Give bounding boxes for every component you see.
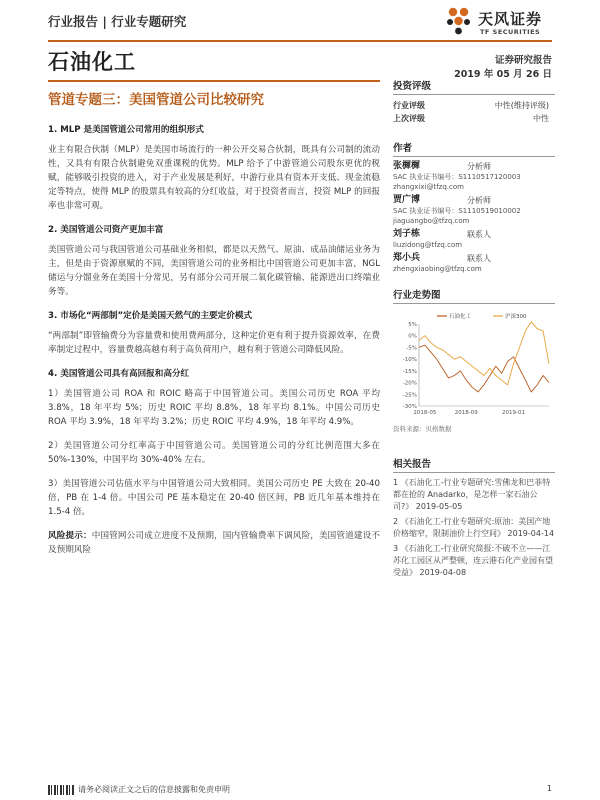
author-role: 分析师 [467, 196, 491, 205]
series-line [419, 345, 549, 392]
related-report-text[interactable]: 3 《石油化工-行业研究简报:不破不立——江苏化工园区从严整顿，连云港石化产业园有望受益》 2019-04-08 [393, 544, 553, 577]
y-tick-label: -25% [402, 392, 417, 399]
title-divider [48, 80, 380, 82]
author-name: 郑小兵 [393, 253, 421, 263]
section-paragraph: 2）美国管道公司分红率高于中国管道公司。美国管道公司的分红比例范围大多在 50%-130%，中国平均 30%-40% 左右。 [48, 441, 380, 465]
divider [393, 303, 555, 304]
authors-title: 作者 [393, 143, 413, 154]
author-role: 联系人 [467, 230, 491, 239]
section-paragraph: 3）美国管道公司估值水平与中国管道公司大致相同。美国公司历史 PE 大致在 20-40 倍，PB 在 1-4 倍。中国公司 PE 基本稳定在 20-40 倍区间，PB 近几年基本维持在 1.5-4 倍。 [48, 479, 380, 517]
rating-title: 投资评级 [393, 81, 432, 92]
author-email[interactable]: zhangxixi@tfzq.com [393, 183, 464, 191]
main-content [48, 123, 380, 567]
series-line [419, 322, 549, 385]
related-report-item[interactable] [393, 543, 555, 579]
section-heading: 4. 美国管道公司具有高回报和高分红 [48, 369, 190, 379]
author-entry [393, 195, 555, 206]
legend-label: 石油化工 [449, 314, 472, 320]
footer [48, 784, 230, 795]
company-logo [444, 2, 554, 44]
y-tick-label: -30% [402, 404, 417, 410]
header-divider [48, 40, 552, 42]
logo-text-en: TF SECURITIES [480, 28, 541, 36]
section-3 [48, 309, 380, 357]
divider [393, 94, 555, 95]
author-email[interactable]: jiaguangbo@tfzq.com [393, 217, 470, 225]
legend-label: 沪深300 [505, 314, 527, 320]
author-cert: SAC 执业证书编号：S1110519010002 [393, 207, 521, 215]
footer-disclaimer: 请务必阅读正文之后的信息披露和免责申明 [78, 785, 230, 794]
rating-key: 上次评级 [393, 114, 425, 123]
sidebar [393, 77, 555, 579]
author-role: 分析师 [467, 162, 491, 171]
section-paragraph: 业主有限合伙制（MLP）是美国市场流行的一种公开交易合伙制，既具有公司制的流动性，又具有有限合伙制避免双重课税的优势。MLP 给予了中游管道公司股东更优的税赋，能够吸引投资的进入，对于产业发展是利好，中游行业具有资本开支低、现金流稳定等特点，使得 MLP 的股票具有较高的分红收益，对于投资者而言，投资 MLP 的回报率也非常可观。 [48, 145, 380, 211]
related-report-text[interactable]: 1 《石油化工-行业专题研究:雪佛龙和巴菲特都在抢的 Anadarko，是怎样一家石油公司?》 2019-05-05 [393, 478, 551, 511]
logo-text-cn: 天风证券 [478, 10, 543, 28]
section-paragraph: “两部制”即管输费分为容量费和使用费两部分，这种定价更有利于提升资源效率，在费率制定过程中，容量费越高越有利于高负荷用户，越有利于管道公司降低风险。 [48, 331, 380, 355]
report-date: 2019 年 05 月 26 日 [454, 69, 552, 80]
section-paragraph: 1）美国管道公司 ROA 和 ROIC 略高于中国管道公司。美国公司历史 ROA 平均 3.8%，18 年平均 5%；历史 ROIC 平均 8.8%，18 年平均 8.1%。中国公司历史 ROA 平均 3.9%，18 年平均 3.2%；历史 ROIC 平均 4.9%，18 年平均 4.9%。 [48, 389, 380, 427]
sector-title: 石油化工 [48, 50, 136, 74]
author-email[interactable]: zhengxiaobing@tfzq.com [393, 265, 482, 273]
tf-logo-icon [444, 4, 474, 40]
section-2 [48, 223, 380, 299]
y-tick-label: -20% [402, 380, 417, 387]
section-heading: 1. MLP 是美国管道公司常用的组织形式 [48, 125, 204, 135]
author-name: 刘子栋 [393, 229, 421, 239]
risk-text: 中国管网公司成立进度不及预期，国内管输费率下调风险，美国管道建设不及预期风险 [48, 531, 380, 555]
page-number: 1 [546, 784, 552, 793]
risk-label: 风险提示： [48, 531, 92, 541]
divider [393, 472, 555, 473]
author-list [393, 161, 555, 274]
trend-chart [393, 310, 555, 422]
rating-key: 行业评级 [393, 101, 425, 110]
y-tick-label: -15% [402, 368, 417, 375]
rating-value: 中性 [533, 114, 549, 123]
y-tick-label: 5% [408, 322, 417, 328]
x-tick-label: 2018-05 [413, 410, 437, 416]
x-tick-label: 2018-09 [454, 410, 478, 416]
y-tick-label: 0% [408, 333, 417, 340]
section-4 [48, 367, 380, 519]
trend-title: 行业走势图 [393, 290, 441, 301]
author-email[interactable]: liuzidong@tfzq.com [393, 241, 463, 249]
report-type: 证券研究报告 [494, 55, 552, 66]
risk-warning [48, 529, 380, 557]
breadcrumb: 行业报告 | 行业专题研究 [48, 14, 187, 29]
related-title: 相关报告 [393, 459, 432, 470]
trend-chart-svg [393, 310, 555, 422]
related-report-text[interactable]: 2 《石油化工-行业专题研究:原油：美国产地价格缩窄，限制油价上行空间》 2019-04-14 [393, 517, 555, 538]
section-1 [48, 123, 380, 213]
barcode-icon [48, 785, 74, 795]
section-heading: 2. 美国管道公司资产更加丰富 [48, 225, 164, 235]
section-paragraph: 美国管道公司与我国管道公司基础业务相似，都是以天然气、原油、成品油储运业务为主，但是由于资源禀赋的不同，美国管道公司的业务相比中国管道公司更加丰富，NGL 储运与分馏业务在美国十分常见，另有部分公司开展二氧化碳管输、能源进出口终端业务等。 [48, 245, 380, 297]
related-report-item[interactable] [393, 477, 555, 513]
rating-row [393, 99, 555, 112]
chart-source: 资料来源：贝格数据 [393, 425, 452, 433]
y-tick-label: -5% [406, 345, 417, 352]
author-role: 联系人 [467, 254, 491, 263]
author-entry [393, 253, 555, 264]
report-title: 管道专题三：美国管道公司比较研究 [48, 92, 264, 108]
rating-value: 中性(维持评级) [494, 101, 549, 110]
author-name: 张樨樨 [393, 161, 421, 171]
author-cert: SAC 执业证书编号：S1110517120003 [393, 173, 521, 181]
author-name: 贾广博 [393, 195, 421, 205]
x-tick-label: 2019-01 [502, 410, 526, 416]
divider [393, 156, 555, 157]
rating-row [393, 112, 555, 125]
y-tick-label: -10% [402, 357, 417, 364]
related-report-item[interactable] [393, 516, 555, 540]
section-heading: 3. 市场化“两部制”定价是美国天然气的主要定价模式 [48, 311, 253, 321]
author-entry [393, 161, 555, 172]
author-entry [393, 229, 555, 240]
